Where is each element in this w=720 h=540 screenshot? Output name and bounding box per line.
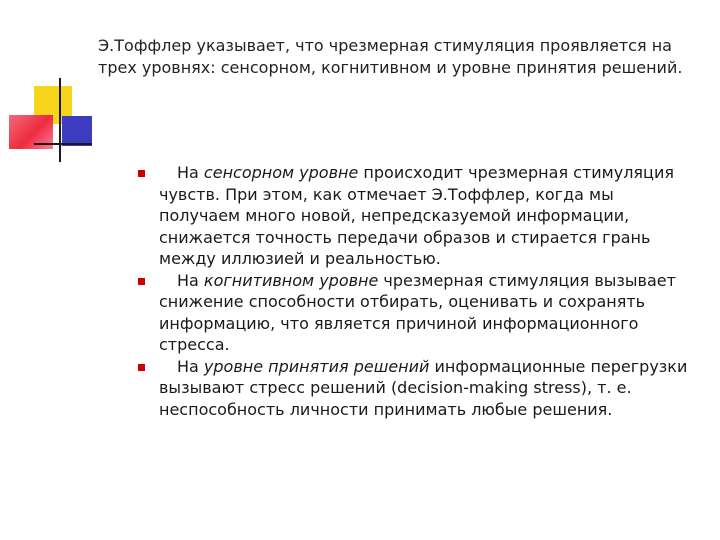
bullet-text: происходит чрезмерная стимуляция чувств. При этом, как отмечает Э.Тоффлер, когда мы получаем много новой, непредсказуемой информации, снижается точность передачи образов и стирается грань между иллюзией и реальностью. [159,163,674,268]
bullet-text: информационные перегрузки вызывают стресс решений (decision-making stress), т. е. неспособность личности принимать любые решения. [159,356,688,419]
slide-title: Э.Тоффлер указывает, что чрезмерная стимуляция проявляется на трех уровнях: сенсорном, когнитивном и уровне принятия решений. [98,36,683,77]
bullet-item-cognitive [138,270,698,356]
bullet-square-icon [138,170,145,177]
bullet-prefix: На [177,270,204,290]
bullet-square-icon [138,364,145,371]
bullet-square-icon [138,278,145,285]
logo-vertical-line [59,78,61,162]
decorative-logo [0,0,100,165]
bullet-text: чрезмерная стимуляция вызывает снижение способности отбирать, оценивать и сохранять информацию, что является причиной информационного стресса. [159,270,676,354]
logo-blue-square [62,116,92,146]
bullet-list [138,162,698,420]
logo-horizontal-line [34,143,92,145]
bullet-item-decision [138,356,698,421]
bullet-item-sensory [138,162,698,270]
bullet-prefix: На [177,356,204,376]
bullet-prefix: На [177,163,204,182]
bullet-emphasis: сенсорном уровне [203,163,359,182]
bullet-emphasis: уровне принятия решений [203,356,430,376]
bullet-emphasis: когнитивном уровне [203,270,379,290]
